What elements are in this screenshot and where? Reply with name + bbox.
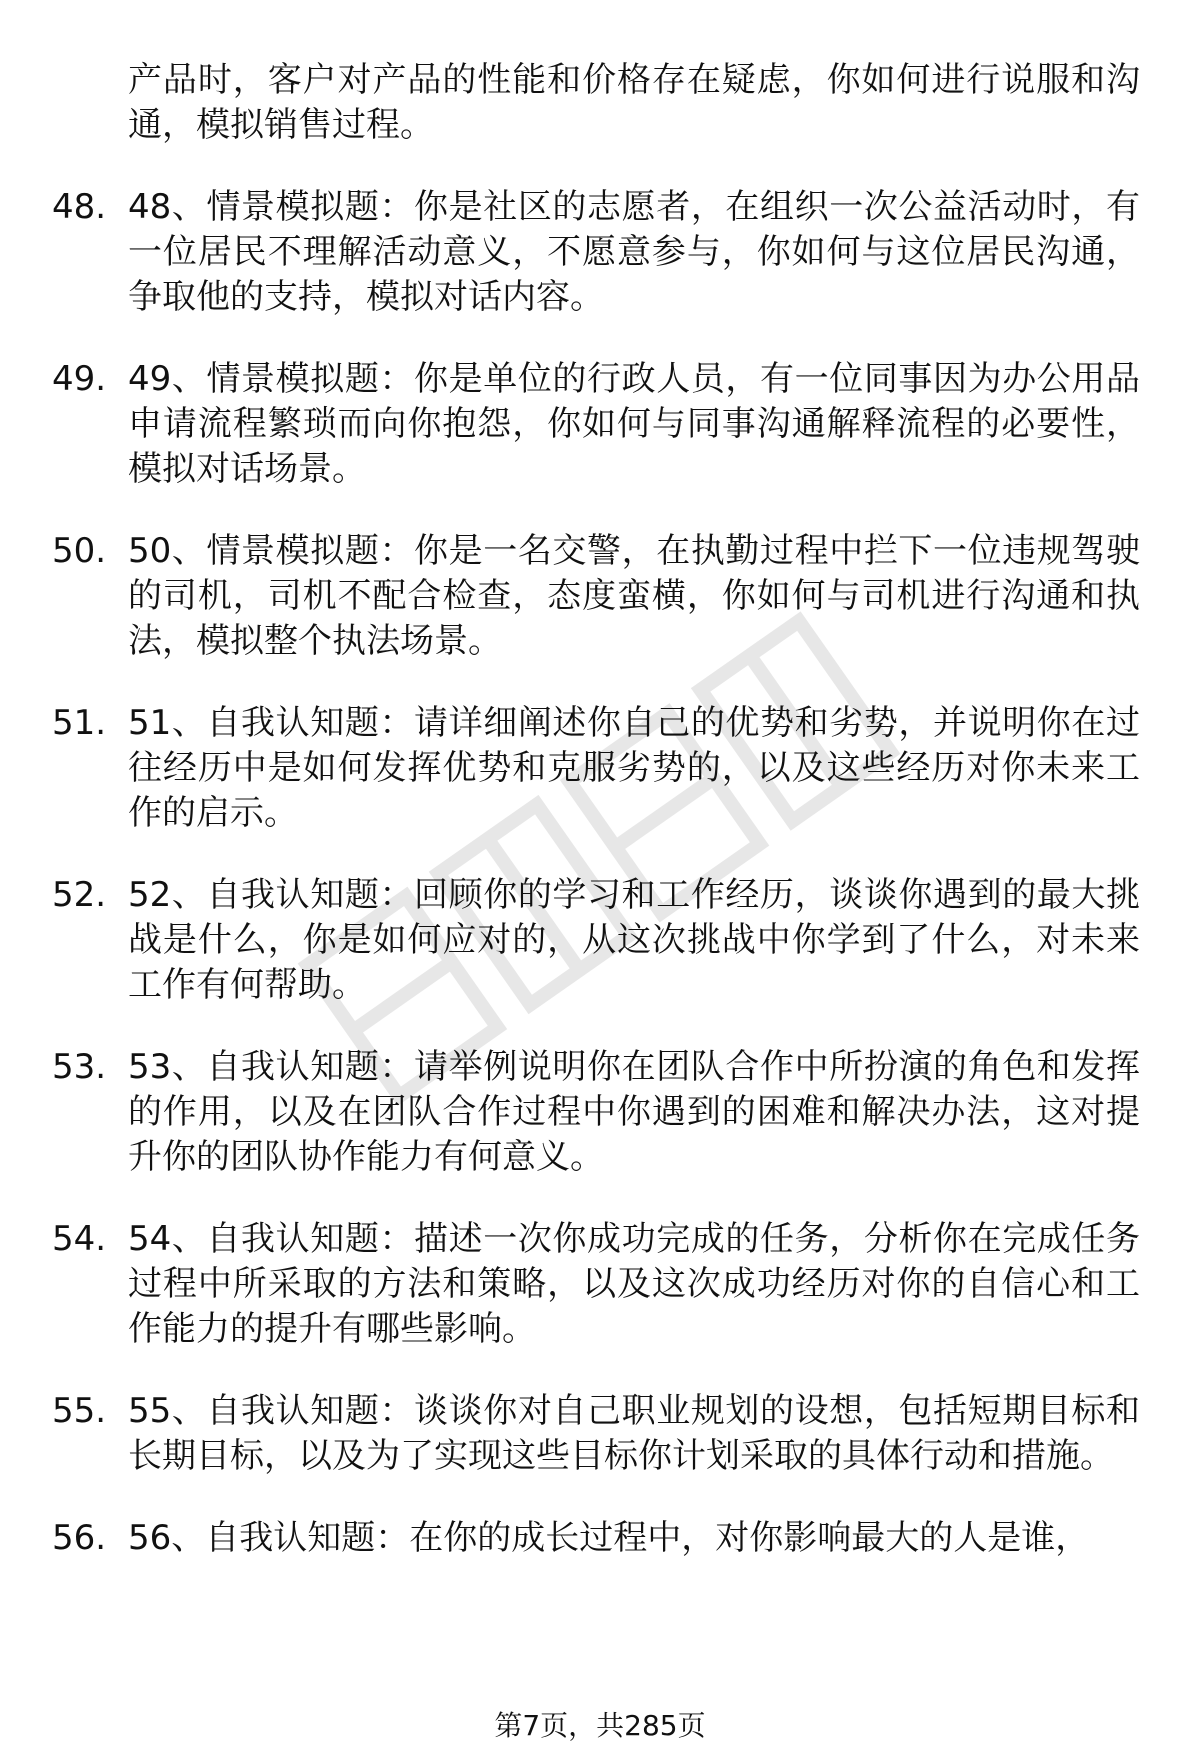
list-item [0,1217,1200,1352]
list-item [0,185,1200,320]
list-item [0,58,1200,148]
item-number: 55. [52,1391,107,1431]
list-item [0,1045,1200,1180]
item-number: 56. [52,1518,107,1558]
list-item [0,1516,1200,1561]
item-number: 48. [52,187,107,227]
item-number: 49. [52,359,107,399]
item-text: 55、自我认知题：谈谈你对自己职业规划的设想，包括短期目标和长期目标，以及为了实现这些目标你计划采取的具体行动和措施。 [128,1391,1140,1476]
list-item [0,701,1200,836]
item-text: 49、情景模拟题：你是单位的行政人员，有一位同事因为办公用品申请流程繁琐而向你抱怨，你如何与同事沟通解释流程的必要性，模拟对话场景。 [128,359,1140,489]
item-text: 53、自我认知题：请举例说明你在团队合作中所扮演的角色和发挥的作用，以及在团队合作过程中你遇到的困难和解决办法，这对提升你的团队协作能力有何意义。 [128,1047,1140,1177]
item-text: 54、自我认知题：描述一次你成功完成的任务，分析你在完成任务过程中所采取的方法和策略，以及这次成功经历对你的自信心和工作能力的提升有哪些影响。 [128,1219,1140,1349]
item-text: 产品时，客户对产品的性能和价格存在疑虑，你如何进行说服和沟通，模拟销售过程。 [128,60,1140,145]
item-number: 50. [52,531,107,571]
item-text: 52、自我认知题：回顾你的学习和工作经历，谈谈你遇到的最大挑战是什么，你是如何应对的，从这次挑战中你学到了什么，对未来工作有何帮助。 [128,875,1140,1005]
item-number: 51. [52,703,107,743]
list-item [0,1389,1200,1479]
list-item [0,357,1200,492]
item-text: 50、情景模拟题：你是一名交警，在执勤过程中拦下一位违规驾驶的司机，司机不配合检查，态度蛮横，你如何与司机进行沟通和执法，模拟整个执法场景。 [128,531,1140,661]
list-item [0,529,1200,664]
page-footer: 第7页，共285页 [494,1709,706,1742]
item-number: 53. [52,1047,107,1087]
item-text: 56、自我认知题：在你的成长过程中，对你影响最大的人是谁， [128,1518,1090,1558]
item-number: 52. [52,875,107,915]
list-item [0,873,1200,1008]
item-number: 54. [52,1219,107,1259]
item-text: 48、情景模拟题：你是社区的志愿者，在组织一次公益活动时，有一位居民不理解活动意义，不愿意参与，你如何与这位居民沟通，争取他的支持，模拟对话内容。 [128,187,1140,317]
question-list [0,58,1200,1598]
item-text: 51、自我认知题：请详细阐述你自己的优势和劣势，并说明你在过往经历中是如何发挥优势和克服劣势的，以及这些经历对你未来工作的启示。 [128,703,1140,833]
